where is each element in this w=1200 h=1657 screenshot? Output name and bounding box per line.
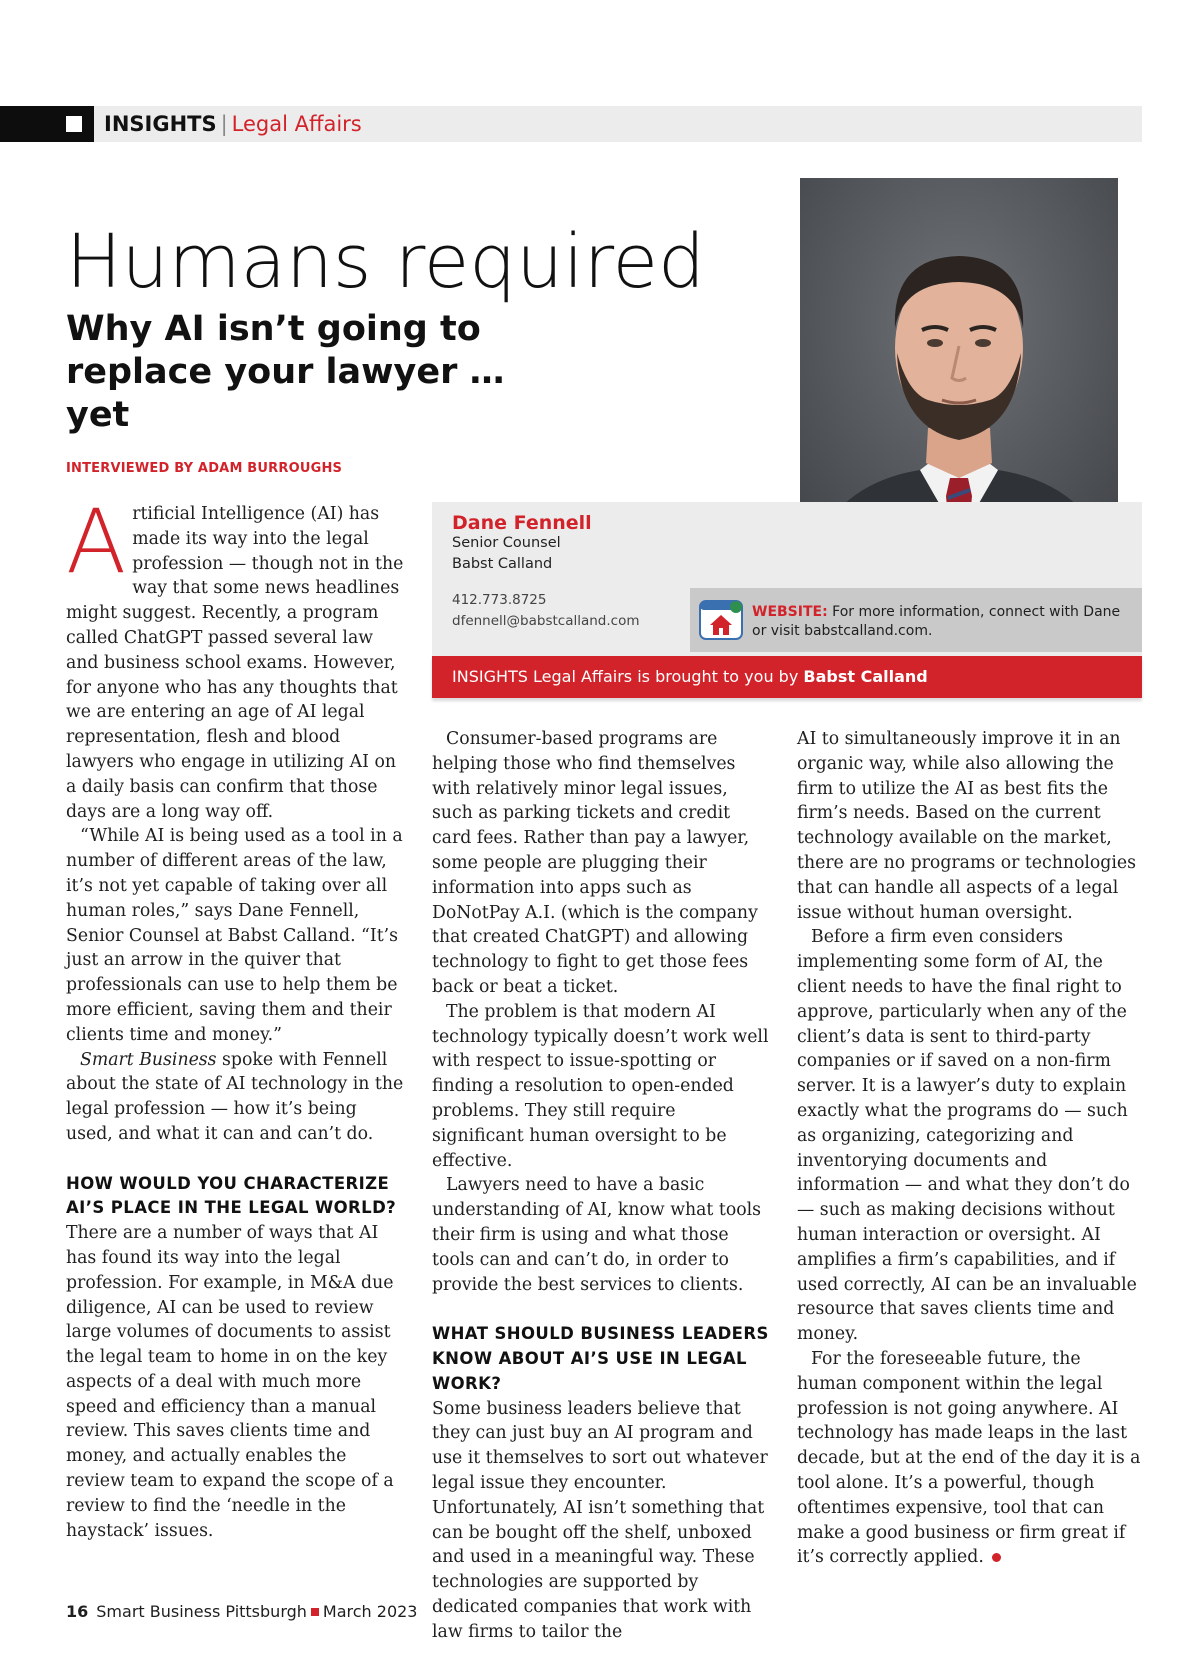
subheadline: Why AI isn’t going to replace your lawyer … yet (66, 309, 505, 435)
answer-2: Some business leaders believe that they can just buy an AI program and use it themselves to sort out whatever legal issue they encounter. Unfortunately, AI isn’t something that can be bought off the shelf, unboxed and used in a meaningful way. These technologies are supported by dedicated companies that work with law firms to tailor the (432, 1398, 768, 1642)
byline: INTERVIEWED BY ADAM BURROUGHS (66, 461, 343, 476)
paragraph-interview (66, 1048, 406, 1147)
spacer (432, 1297, 772, 1322)
contact-firm: Babst Calland (452, 556, 553, 572)
spacer (66, 1147, 406, 1172)
sponsor-text (452, 656, 928, 698)
answer-2-continued: AI to simultaneously improve it in an organic way, while also allowing the firm to utilize the AI as best fits the firm’s needs. Based on the current technology available on the market, there are no programs or technologies that can handle all aspects of a legal issue without human oversight. (797, 729, 1136, 923)
answer-2-approval: Before a firm even considers implementing some form of AI, the client needs to have the final right to approve, particularly when any of the client’s data is sent to third-party companies or if saved on a non-firm server. It is a lawyer’s duty to explain exactly what the programs do — such as organizing, categorizing and inventorying documents and information — and what they don’t do — such as making decisions without human interaction or oversight. AI amplifies a firm’s capabilities, and if used correctly, AI can be an invaluable resource that saves clients time and money. (797, 927, 1137, 1345)
sponsor-line: INSIGHTS Legal Affairs is brought to you by (452, 667, 799, 686)
headline: Humans required (66, 219, 706, 305)
end-mark-icon (992, 1553, 1001, 1562)
answer-1-lawyers: Lawyers need to have a basic understanding of AI, know what tools their firm is using and what those tools can and can’t do, in order to provide the best services to clients. (432, 1175, 762, 1295)
article-column-3 (797, 727, 1142, 1570)
closing-text: For the foreseeable future, the human component within the legal profession is not going anywhere. AI technology has made leaps in the last decade, but at the end of the day it is a tool alone. It’s a powerful, though oftentimes expensive, tool that can make a good business or firm great if it’s correctly applied. (797, 1348, 1141, 1568)
issue-date: March 2023 (322, 1602, 418, 1621)
question-2: WHAT SHOULD BUSINESS LEADERS KNOW ABOUT AI’S USE IN LEGAL WORK? (432, 1324, 769, 1393)
article-column-1 (66, 490, 406, 1543)
section-subsection: Legal Affairs (231, 112, 362, 136)
website-house-icon (698, 597, 744, 643)
page-footer (66, 1602, 417, 1621)
intro-text: rtificial Intelligence (AI) has made its way into the legal profession — though not in the way that some news headlines might suggest. Recently, a program called ChatGPT passed several law and business school exams. However, for anyone who has any thoughts that we are entering an age of AI legal representation, flesh and blood lawyers who engage in utilizing AI on a daily basis can confirm that those days are a long way off. (66, 504, 404, 822)
interview-text: spoke with Fennell about the state of AI technology in the legal profession — how it’s being used, and what it can and can’t do. (66, 1049, 404, 1144)
website-info: For more information, connect with Dane or visit babstcalland.com. (752, 604, 1121, 639)
section-square-icon (66, 116, 82, 132)
paragraph-quote: “While AI is being used as a tool in a number of different areas of the law, it’s not yet capable of taking over all human roles,” says Dane Fennell, Senior Counsel at Babst Calland. “It’s just an arrow in the quiver that professionals can use to help them be more efficient, saving them and their clients time and money.” (66, 826, 403, 1045)
footer-square-icon (311, 1608, 319, 1616)
article-column-2 (432, 727, 772, 1644)
contact-phone[interactable]: 412.773.8725 (452, 592, 547, 608)
section-title (104, 110, 362, 138)
answer-2-closing (797, 1347, 1142, 1570)
section-separator: | (220, 112, 228, 136)
section-kicker: INSIGHTS (104, 112, 217, 136)
website-label: WEBSITE: (752, 604, 828, 620)
answer-1-problem: The problem is that modern AI technology typically doesn’t work well with respect to issue-spotting or finding a resolution to open-ended problems. They still require significant human oversight to be effective. (432, 1001, 769, 1171)
question-1: HOW WOULD YOU CHARACTERIZE AI’S PLACE IN THE LEGAL WORLD? (66, 1173, 397, 1218)
contact-name: Dane Fennell (452, 512, 592, 534)
contact-email[interactable]: dfennell@babstcalland.com (452, 613, 640, 629)
contact-title: Senior Counsel (452, 535, 561, 551)
paragraph-intro (66, 490, 406, 824)
website-text (752, 603, 1136, 641)
dropcap: A (66, 490, 127, 593)
sponsor-brand: Babst Calland (803, 667, 928, 686)
answer-1-consumer: Consumer-based programs are helping those who find themselves with relatively minor legal issues, such as parking tickets and credit card fees. Rather than pay a lawyer, some people are plugging their information into apps such as DoNotPay A.I. (which is the company that created ChatGPT) and allowing technology to fight to get those fees back or beat a ticket. (432, 729, 758, 997)
page-number: 16 (66, 1602, 89, 1621)
answer-1: There are a number of ways that AI has found its way into the legal profession. For example, in M&A due diligence, AI can be used to review large volumes of documents to assist the legal team to home in on the key aspects of a deal with much more speed and efficiency than a manual review. This saves clients time and money, and actually enables the review team to expand the scope of a review to find the ‘needle in the haystack’ issues. (66, 1223, 394, 1541)
publication-name: Smart Business (80, 1049, 217, 1070)
publication-title: Smart Business Pittsburgh (96, 1602, 307, 1621)
